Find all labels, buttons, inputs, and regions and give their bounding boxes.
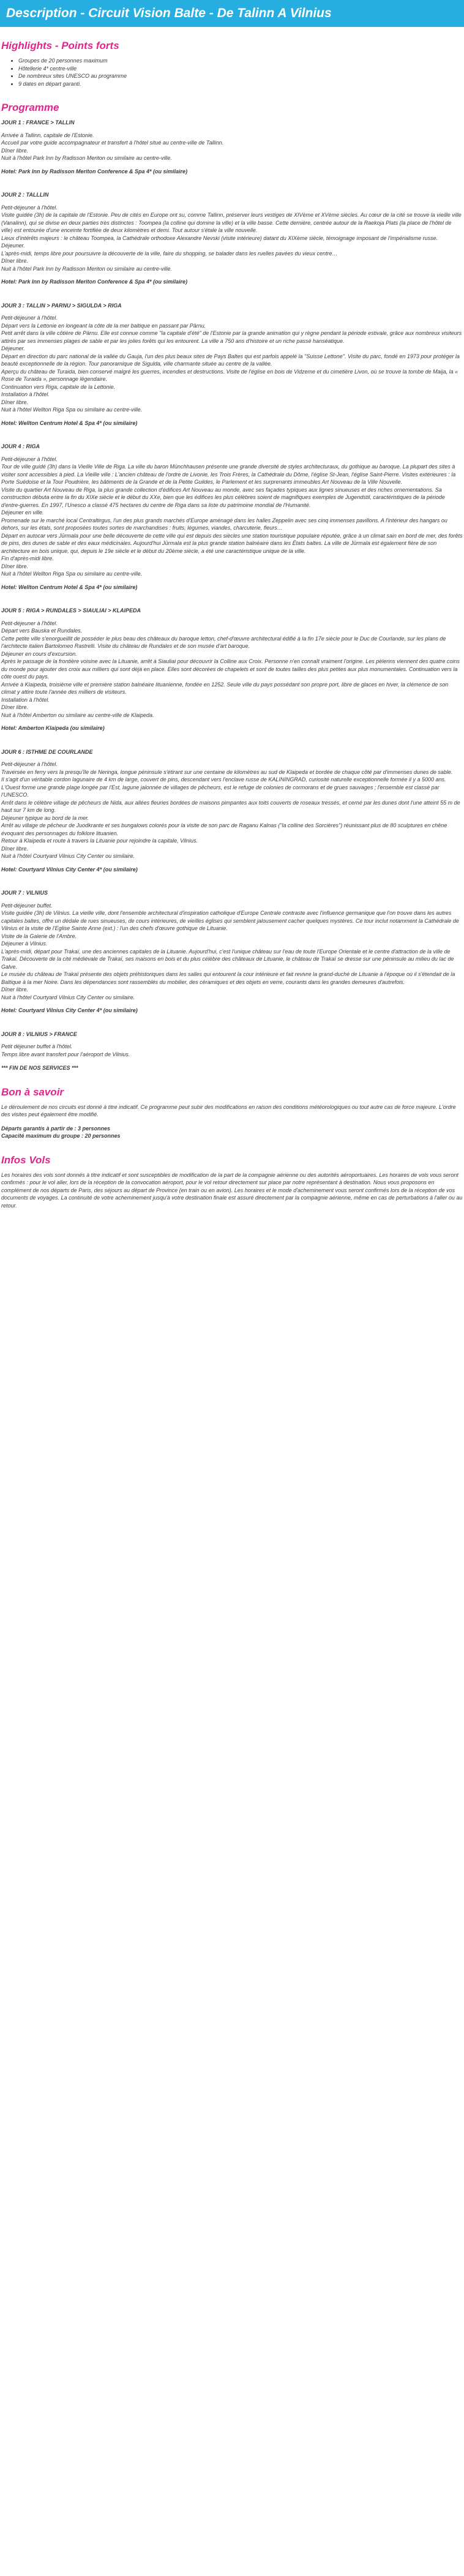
day-section [1, 607, 464, 732]
content [0, 39, 464, 1209]
day-line: Petit arrêt dans la ville côtière de Pärnu. Elle est connue comme "la capitale d'été" de l'Estonie par la grande animation qui y règne pendant la période estivale, grâce aux nombreux visiteurs attirés par ses immenses plages de sable et par les jolies forêts qui les entourent. La ville a 750 ans d'histoire et un riche passé hanséatique. [1, 330, 462, 344]
bon-a-savoir-heading: Bon à savoir [1, 1086, 64, 1098]
highlight-item: • De nombreux sites UNESCO au programme [18, 72, 464, 80]
hotel-line: Hotel: Park Inn by Radisson Meriton Conference & Spa 4* (ou similaire) [1, 168, 188, 175]
hotel-line: Hotel: Courtyard Vilnius City Center 4* (ou similaire) [1, 866, 138, 873]
hotel-line: Hotel: Courtyard Vilnius City Center 4* (ou similaire) [1, 1007, 138, 1013]
day-line: Arrivée à Tallinn, capitale de l'Estonie. [1, 132, 94, 138]
day-line: Petit déjeuner buffet à l'hôtel. [1, 1043, 73, 1050]
day-line: Nuit à l'hôtel Amberton ou similaire au centre-ville de Klaipeda. [1, 712, 154, 718]
hotel-line: Hotel: Park Inn by Radisson Meriton Conference & Spa 4* (ou similaire) [1, 279, 188, 285]
day-section [1, 889, 464, 1015]
day-body [1, 204, 464, 273]
day-line: Fin d'après-midi libre. [1, 555, 54, 561]
bon-a-savoir-text: Le déroulement de nos circuits est donné à titre indicatif. Ce programme peut subir des modifications en raison des conditions météorologiques ou tout autre cas de force majeure. L'ordre des visites peut également être modifié. [1, 1103, 456, 1117]
infos-vols-text: Les horaires des vols sont donnés à titre indicatif et sont susceptibles de modification de la part de la compagnie aérienne ou des autorités aéroportuaires. Les horaires de vols vous seront confirmés : pour le vol aller, lors de la réception de la convocation aéroport, pour le vol retour directement sur place par notre représentant à destination. Nous vous proposons en complément de nos départs de Paris, des séjours au départ de Province (en train ou en avion). Les horaires et le mode d'acheminement vous seront confirmés lors de la réception de vos documents de voyages. La continuité de votre acheminement jusqu'à votre destination finale est assuré directement par la compagnie aérienne, même en cas de perturbations à l'aller ou au retour. [1, 1171, 463, 1209]
day-line: Petit-déjeuner à l'hôtel. [1, 456, 58, 462]
highlights-heading: Highlights - Points forts [1, 40, 119, 51]
day-line: Aperçu du château de Turaida, bien conservé malgré les guerres, incendies et destructions. Visite de l'église en bois de Vidzeme et du cimetière Livon, où se trouve la tombe de Maija, la « Rose de Turaida », personnage légendaire. [1, 368, 458, 382]
day-line: Dîner libre. [1, 258, 29, 264]
day-title: JOUR 1 : FRANCE > TALLIN [1, 119, 75, 126]
day-line: L'après-midi, départ pour Trakaï, une des anciennes capitales de la Lituanie. Aujourd'hui, c'est l'unique château sur l'eau de toute l'Europe Orientale et le centre d'attraction de la ville de Trakaï. Découverte de la cité médiévale de Trakaï, ses maisons en bois et du plus célèbre des châteaux de Lituanie, le château de Trakaï se dresse sur une péninsule au milieu du lac de Galve. [1, 948, 454, 970]
day-title: JOUR 5 : RIGA > RUNDALES > SIAULIAI > KLAIPEDA [1, 607, 141, 614]
day-line: Arrêt au village de pêcheur de Juodkrante et ses bungalows colorés pour la visite de son parc de Raganu Kalnas ("la colline des Sorcières") réunissant plus de 80 sculptures en chêne évoquant des personnages du folklore lituanien. [1, 822, 447, 836]
day-line: Il s'agit d'un véritable cordon lagunaire de 4 km de large, couvert de pins, descendant vers l'enclave russe de KALININGRAD, curiosité naturelle exceptionnelle formée il y a 5000 ans. L'Ouest forme une grande plage longée par l'Est, lagune jalonnée de villages de pêcheurs, est le refuge de colonies de cormorans et de grues sauvages ; l'ensemble est classé par l'UNESCO. [1, 776, 446, 798]
day-line: Dîner libre. [1, 986, 29, 993]
hotel-line: Hotel: Wellton Centrum Hotel & Spa 4* (ou similaire) [1, 419, 138, 426]
hotel-line: Hotel: Amberton Klaipeda (ou similaire) [1, 725, 105, 731]
day-line: Nuit à l'hôtel Courtyard Vilnius City Center ou similaire. [1, 853, 135, 859]
day-line: Tour de ville guidé (3h) dans la Vieille Ville de Riga. La ville du baron Münchhausen présente une grande diversité de styles architecturaux, du gothique au baroque. La plupart des sites à visiter sont accessibles à pied. La Vieille ville : L'ancien château de l'ordre de Livonie, les Trois Frères, la Cathédrale du Dôme, l'église St-Jean, l'église Saint-Pierre. Visites extérieures : la Porte Suédoise et la Tour Poudrière, les bâtiments de la Grande et de la Petite Guildes, le Parlement et les surprenants immeubles Art Nouveau de la Ville Nouvelle. [1, 464, 456, 485]
day-line: Visite du quartier Art Nouveau de Riga, la plus grande collection d'édifices Art Nouveau au monde, avec ses façades typiques aux lignes sinueuses et des riches ornementations. Sa construction débuta entre la fin du XIXe siècle et le début du XXe, bien que les édifices les plus célèbres soient de magnifiques exemples de Jugendstil, caractéristiques de la période d'entre-guerres. En 1997, l'Unesco a classé 475 hectares du centre de Riga dans sa liste du patrimoine mondial de l'Humanité. [1, 486, 445, 508]
day-body [1, 902, 464, 1002]
day-line: L'après-midi, temps libre pour poursuivre la découverte de la ville, faire du shopping, se balader dans les ruelles pavées du vieux centre… [1, 250, 338, 257]
day-title: JOUR 7 : VILNIUS [1, 890, 48, 896]
day-line: Déjeuner en ville. [1, 509, 44, 516]
day-line: Installation à l'hôtel. [1, 391, 50, 397]
day-line: Déjeuner typique au bord de la mer. [1, 814, 89, 821]
day-line: Dîner libre. [1, 563, 29, 569]
day-line: Arrêt dans le célèbre village de pêcheurs de Nida, aux allées fleuries bordées de maisons pimpantes aux toits couverts de roseaux tressés, et cerné par les dunes dont l'une atteint 55 m de haut sur 7 km de long. [1, 799, 460, 813]
day-line: Installation à l'hôtel. [1, 696, 50, 703]
day-line: Déjeuner à Vilnius. [1, 941, 48, 947]
day-line: Petit-déjeuner à l'hôtel. [1, 315, 58, 321]
day-body [1, 132, 464, 162]
day-line: Le musée du château de Trakaï présente des objets préhistoriques dans les salles qui entourent la cour intérieure et fait revivre la grand-duché de Lituanie à l'époque où il s'étendait de la Baltique à la mer Noire. Dans les dépendances sont rassemblés du mobilier, des céramiques et des objets en verre, courants dans les grandes demeures d'autrefois. [1, 971, 455, 985]
day-line: Nuit à l'hôtel Park Inn by Radisson Meriton ou similaire au centre-ville. [1, 265, 172, 272]
highlights-list [1, 57, 464, 88]
day-line: Déjeuner en cours d'excursion. [1, 650, 77, 657]
day-line: Nuit à l'hôtel Courtyard Vilnius City Center ou similaire. [1, 994, 135, 1001]
day-body [1, 456, 464, 578]
capacite-max: Capacité maximum du groupe : 20 personnes [1, 1133, 121, 1139]
day-line: Visite de la Galerie de l'Ambre. [1, 933, 77, 939]
day-line: Après le passage de la frontière voisine avec la Lituanie, arrêt à Siauliai pour découvrir la Colline aux Croix. Personne n'en connaît vraiment l'origine. Les pèlerins viennent des quatre coins du monde pour ajouter des croix aux milliers qui sont déjà en place. Elles sont décorées de chapelets et sont de toutes tailles des plus petites aux plus monumentales. Continuation vers la côte ouest du pays. [1, 658, 460, 680]
day-section [1, 1031, 464, 1059]
infos-vols-heading: Infos Vols [1, 1154, 51, 1166]
day-line: Visite guidée (3h) de la capitale de l'Estonie. Peu de cités en Europe ont su, comme Tallinn, préserver leurs vestiges de XIVème et XVème siècles. Au cœur de la cité se trouve la vieille ville (Vanalinn), qui se divise en deux parties très distinctes : Toompea (la colline qui domine la ville) et la ville basse. Cette dernière, centrée autour de la Raekoja Plats (la place de l'hôtel de ville) est entourée d'une enceinte fortifiée de deux kilomètres et demi. Tout autour s'étale la ville nouvelle. [1, 212, 462, 233]
day-line: Lieux d'intérêts majeurs : le château Toompea, la Cathédrale orthodoxe Alexandre Nevski (visite intérieure) datant du XIXème siècle, témoignage imposant de l'impérialisme russe. [1, 235, 438, 241]
day-line: Arrivée à Klaipeda, troisième ville et première station balnéaire lituanienne, fondée en 1252. Seule ville du pays possédant son propre port, libre de glaces en hiver, la clémence de son climat y attire toute l'année des milliers de visiteurs. [1, 681, 449, 695]
day-line: Temps libre avant transfert pour l'aéroport de Vilnius. [1, 1051, 130, 1057]
day-section [1, 191, 464, 286]
page [0, 0, 464, 1215]
day-line: Petit-déjeuner à l'hôtel. [1, 204, 58, 211]
day-section [1, 443, 464, 591]
day-line: Traversée en ferry vers la presqu'île de Neringa, longue péninsule s'étirant sur une centaine de kilomètres au sud de Klaipeda et bordée de chaque côté par d'immenses dunes de sable. [1, 768, 453, 775]
day-line: Petit-déjeuner à l'hôtel. [1, 761, 58, 767]
departs-garantis: Départs garantis à partir de : 3 personnes [1, 1125, 111, 1132]
day-body [1, 760, 464, 860]
day-line: Retour à Klaipeda et route à travers la Lituanie pour rejoindre la capitale, Vilnius. [1, 838, 198, 844]
highlight-item: • Groupes de 20 personnes maximum [18, 57, 464, 65]
day-line: Promenade sur le marché local Centraltirgus, l'un des plus grands marchés d'Europe aménagé dans les halles Zeppelin avec ses cinq immenses pavillons. A l'intérieur des hangars ou dehors, sur les étals, sont proposées toutes sortes de marchandises : fruits, légumes, viandes, charcuterie, fleurs… [1, 517, 447, 531]
hotel-line: Hotel: Wellton Centrum Hotel & Spa 4* (ou similaire) [1, 584, 138, 590]
day-line: Départ en autocar vers Jūrmala pour une belle découverte de cette ville qui est depuis des siècles une station touristique populaire réputée, grâce à un climat sain en bord de mer, des forêts de pins, des dunes de sable et des eaux médicinales. Aujourd'hui Jūrmala est la plus grande station balnéaire dans les États baltes. La ville de Jūrmala est également fière de son architecture en bois unique, qui, depuis le 19e siècle et le début du 20ème siècle, a été une caractéristique unique de la ville. [1, 532, 463, 554]
end-of-services: *** FIN DE NOS SERVICES *** [1, 1065, 78, 1071]
day-line: Accueil par votre guide accompagnateur et transfert à l'hôtel situé au centre-ville de Tallinn. [1, 140, 224, 146]
day-title: JOUR 4 : RIGA [1, 443, 40, 449]
day-section [1, 119, 464, 175]
day-title: JOUR 2 : TALLLIN [1, 192, 49, 198]
day-line: Cette petite ville s'enorgueillit de posséder le plus beau des châteaux du baroque letton, chef-d'œuvre architectural édifié à la fin 17e siècle pour le Duc de Courlande, sur les plans de l'architecte italien Bartolomeo Rastrelli. Visite du château de Rundales et de son musée d'art baroque. [1, 635, 446, 649]
day-body [1, 314, 464, 414]
day-line: Déjeuner. [1, 345, 25, 351]
day-line: Dîner libre. [1, 399, 29, 405]
day-line: Nuit à l'hôtel Wellton Riga Spa ou similaire au centre-ville. [1, 407, 143, 413]
day-title: JOUR 3 : TALLIN > PARNU > SIGULDA > RIGA [1, 302, 122, 309]
day-line: Dîner libre. [1, 845, 29, 852]
day-line: Départ en direction du parc national de la vallée du Gauja, l'un des plus beaux sites de Pays Baltes qui est parfois appelé la "Suisse Lettone". Visite du parc, fondé en 1973 pour protéger la beauté exceptionnelle de la région. Tour panoramique de Sigulda, ville charmante située au centre de la vallée. [1, 353, 460, 367]
day-title: JOUR 8 : VILNIUS > FRANCE [1, 1031, 77, 1037]
page-title: Description - Circuit Vision Balte - De Talinn A Vilnius [0, 0, 464, 27]
day-line: Déjeuner. [1, 242, 25, 249]
day-body [1, 620, 464, 719]
day-line: Petit-déjeuner à l'hôtel. [1, 620, 58, 626]
day-body [1, 1043, 464, 1058]
day-title: JOUR 6 : ISTHME DE COURLANDE [1, 748, 93, 755]
highlight-item: • 9 dates en départ garanti. [18, 80, 464, 88]
day-line: Petit-déjeuner buffet. [1, 902, 53, 909]
day-line: Nuit à l'hôtel Park Inn by Radisson Meriton ou similaire au centre-ville. [1, 155, 172, 161]
day-line: Départ vers la Lettonie en longeant la côte de la mer baltique en passant par Pärnu. [1, 322, 206, 329]
day-line: Départ vers Bauska et Rundales. [1, 628, 83, 634]
day-line: Continuation vers Riga, capitale de la Lettonie. [1, 383, 116, 390]
day-section [1, 748, 464, 874]
day-section [1, 302, 464, 427]
programme-heading: Programme [1, 102, 59, 113]
day-line: Nuit à l'hôtel Wellton Riga Spa ou similaire au centre-ville. [1, 571, 143, 577]
day-line: Visite guidée (3h) de Vilnius. La vieille ville, dont l'ensemble architectural d'inspiration catholique d'Europe Centrale contraste avec l'influence germanique que l'on trouve dans les autres capitales baltes, offre un dédale de rues sinueuses, de cours intérieures, de vieilles églises qui semblent jalousement cacher quelques mystères. Ce tour inclut notamment la Cathédrale de Vilnius et la visite de l'Eglise Sainte Anne (ext.) : l'un des chefs d'œuvre gothique de Lituanie. [1, 910, 459, 931]
day-line: Dîner libre. [1, 704, 29, 710]
day-line: Dîner libre. [1, 147, 29, 154]
highlight-item: • Hôtellerie 4* centre-ville [18, 65, 464, 73]
